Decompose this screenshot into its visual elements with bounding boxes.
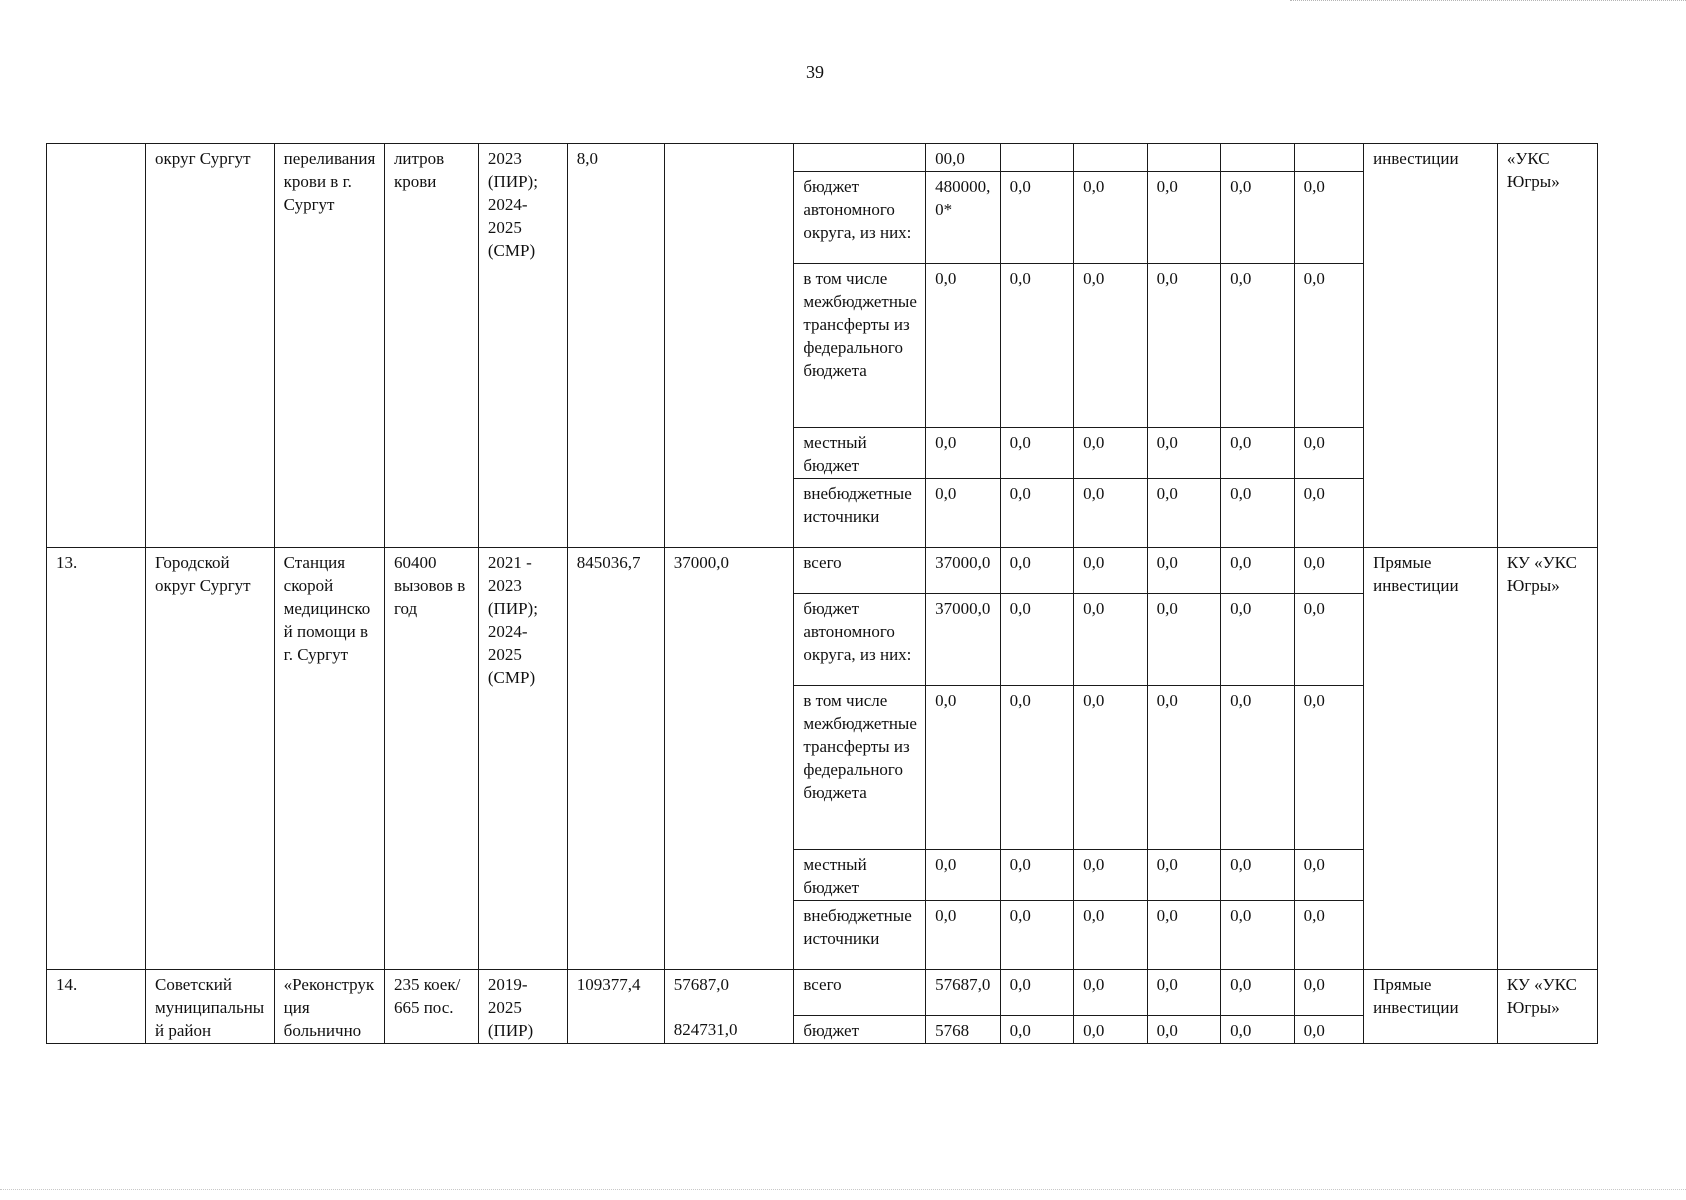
investment-table [46,143,1598,1044]
amount-cell: 0,0 [1294,479,1363,548]
amount-cell: 0,0 [1000,479,1074,548]
amount-cell: 0,0 [1000,428,1074,479]
amount-cell: 0,0 [1147,264,1221,428]
scan-edge-top [1290,0,1686,1]
mechanism-cell: инвестиции [1364,144,1498,548]
amount-cell: 0,0 [926,428,1001,479]
amount-cell: 0,0 [1147,594,1221,686]
table-row [47,144,1598,172]
object-cell: Станция скорой медицинской помощи в г. Сургут [274,548,384,970]
amount-cell: 0,0 [1221,264,1295,428]
page-number: 39 [806,62,824,82]
capacity-cell: литров крови [384,144,478,548]
mechanism-cell: Прямые инвестиции [1364,548,1498,970]
amount-cell: 0,0 [1147,1016,1221,1044]
amount-cell: 0,0 [1074,548,1148,594]
source-label-cell: местный бюджет [794,850,926,901]
amount-cell [1147,144,1221,172]
source-label-cell: бюджет автономного округа, из них: [794,172,926,264]
amount-cell: 0,0 [1074,594,1148,686]
amount-cell: 0,0 [1000,594,1074,686]
remaining-cost-cell [664,144,794,548]
row-number-cell: 14. [47,970,146,1044]
amount-cell: 00,0 [926,144,1001,172]
amount-cell: 0,0 [1000,1016,1074,1044]
source-label-cell: всего [794,970,926,1016]
amount-cell: 0,0 [1000,548,1074,594]
estimated-cost-cell: 845036,7 [567,548,664,970]
source-label-cell: внебюджетные источники [794,479,926,548]
source-label-cell: бюджет автономного округа, из них: [794,594,926,686]
amount-cell: 0,0 [1147,479,1221,548]
amount-cell: 0,0 [1221,850,1295,901]
remaining-cost-cell: 37000,0 [664,548,794,970]
amount-cell: 0,0 [1294,970,1363,1016]
amount-cell: 0,0 [1294,901,1363,970]
source-label-cell: всего [794,548,926,594]
amount-cell: 0,0 [1000,264,1074,428]
amount-cell: 37000,0 [926,594,1001,686]
estimated-cost-cell: 109377,4 [567,970,664,1044]
amount-cell: 0,0 [1000,970,1074,1016]
object-cell: переливания крови в г. Сургут [274,144,384,548]
amount-cell: 0,0 [1221,172,1295,264]
amount-cell: 37000,0 [926,548,1001,594]
amount-cell: 0,0 [1074,686,1148,850]
amount-cell: 0,0 [1294,548,1363,594]
amount-cell: 0,0 [1000,850,1074,901]
amount-cell [1294,144,1363,172]
row-number-cell: 13. [47,548,146,970]
amount-cell: 0,0 [1074,850,1148,901]
amount-cell: 0,0 [1147,970,1221,1016]
amount-cell: 0,0 [1221,428,1295,479]
amount-cell: 57687,0 [926,970,1001,1016]
remaining-cost-cell [664,970,794,1044]
amount-cell: 0,0 [1000,686,1074,850]
estimated-cost-cell: 8,0 [567,144,664,548]
amount-cell: 0,0 [926,901,1001,970]
amount-cell: 0,0 [1074,264,1148,428]
amount-cell: 0,0 [1294,172,1363,264]
capacity-cell: 60400 вызовов в год [384,548,478,970]
amount-cell: 0,0 [1000,172,1074,264]
amount-cell: 0,0 [1074,970,1148,1016]
amount-cell: 0,0 [1074,901,1148,970]
amount-cell: 0,0 [1221,970,1295,1016]
amount-cell: 0,0 [1221,548,1295,594]
municipality-cell: округ Сургут [146,144,275,548]
amount-cell: 0,0 [1074,428,1148,479]
amount-cell: 0,0 [926,686,1001,850]
row-number-cell [47,144,146,548]
table-row [47,970,1598,1016]
amount-cell: 0,0 [926,479,1001,548]
amount-cell: 0,0 [1147,686,1221,850]
amount-cell: 0,0 [926,850,1001,901]
amount-cell: 0,0 [1221,686,1295,850]
source-label-cell: бюджет [794,1016,926,1044]
source-label-cell: местный бюджет [794,428,926,479]
amount-cell: 0,0 [1294,850,1363,901]
municipality-cell: Советский муниципальный район [146,970,275,1044]
period-cell: 2021 - 2023 (ПИР); 2024-2025 (СМР) [478,548,567,970]
remaining-cost-value-2: 824731,0 [673,1020,738,1039]
period-cell: 2023 (ПИР); 2024-2025 (СМР) [478,144,567,548]
amount-cell: 0,0 [1221,1016,1295,1044]
amount-cell: 0,0 [1000,901,1074,970]
source-label-cell: внебюджетные источники [794,901,926,970]
amount-cell: 480000,0* [926,172,1001,264]
amount-cell: 0,0 [1074,1016,1148,1044]
amount-cell: 0,0 [1221,594,1295,686]
amount-cell: 0,0 [1221,479,1295,548]
amount-cell: 0,0 [1221,901,1295,970]
amount-cell: 0,0 [1147,428,1221,479]
customer-cell: КУ «УКС Югры» [1497,970,1597,1044]
amount-cell [1221,144,1295,172]
remaining-cost-value: 57687,0 [673,975,729,994]
amount-cell: 5768 [926,1016,1001,1044]
customer-cell: КУ «УКС Югры» [1497,548,1597,970]
amount-cell: 0,0 [1294,686,1363,850]
period-cell: 2019-2025 (ПИР) [478,970,567,1044]
amount-cell: 0,0 [1074,479,1148,548]
municipality-cell: Городской округ Сургут [146,548,275,970]
source-label-cell [794,144,926,172]
mechanism-cell: Прямые инвестиции [1364,970,1498,1044]
table-row [47,548,1598,594]
scan-edge-bottom [0,1189,1686,1190]
amount-cell: 0,0 [1147,901,1221,970]
amount-cell: 0,0 [1294,594,1363,686]
amount-cell: 0,0 [926,264,1001,428]
amount-cell [1074,144,1148,172]
amount-cell: 0,0 [1147,850,1221,901]
amount-cell: 0,0 [1074,172,1148,264]
amount-cell: 0,0 [1147,548,1221,594]
amount-cell: 0,0 [1147,172,1221,264]
customer-cell: «УКС Югры» [1497,144,1597,548]
amount-cell: 0,0 [1294,428,1363,479]
amount-cell [1000,144,1074,172]
amount-cell: 0,0 [1294,264,1363,428]
capacity-cell: 235 коек/ 665 пос. [384,970,478,1044]
source-label-cell: в том числе межбюджетные трансферты из федерального бюджета [794,264,926,428]
source-label-cell: в том числе межбюджетные трансферты из федерального бюджета [794,686,926,850]
object-cell: «Реконструкция больнично [274,970,384,1044]
amount-cell: 0,0 [1294,1016,1363,1044]
